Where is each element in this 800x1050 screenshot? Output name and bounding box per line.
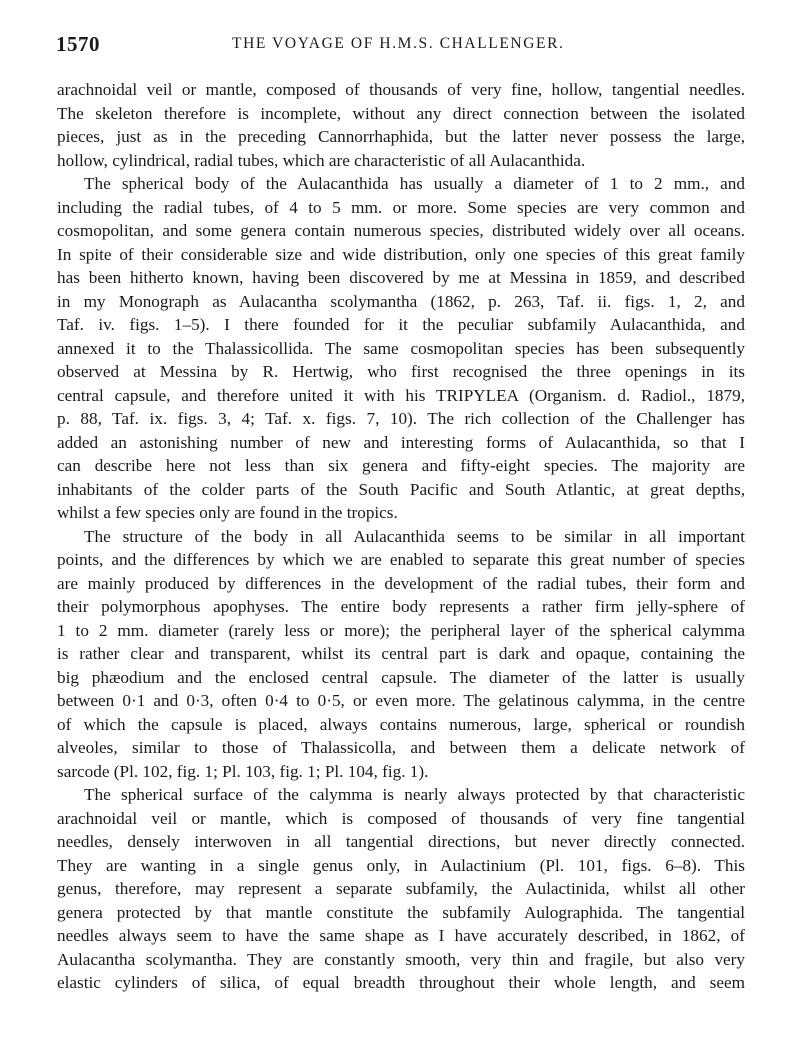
text-line: hollow, cylindrical, radial tubes, which are characteristic of all Aulacanthida. xyxy=(57,150,586,170)
text-line: genus, therefore, may represent a separate subfamily, the Aulactinida, whilst all other xyxy=(57,879,745,898)
text-line: needles, densely interwoven in all tangential directions, but never directly connected. xyxy=(57,832,745,851)
page-number: 1570 xyxy=(56,32,100,56)
text-line: p. 88, Taf. ix. figs. 3, 4; Taf. x. figs. 7, 10). The rich collection of the Challenger has xyxy=(57,409,745,428)
text-line: is rather clear and transparent, whilst its central part is dark and opaque, containing the xyxy=(57,644,745,663)
text-line: arachnoidal veil or mantle, which is composed of thousands of very fine tangential xyxy=(57,808,745,828)
text-line: in my Monograph as Aulacantha scolymantha (1862, p. 263, Taf. ii. figs. 1, 2, and xyxy=(57,291,745,311)
text-line: arachnoidal veil or mantle, composed of thousands of very fine, hollow, tangential needles. xyxy=(57,80,745,99)
text-line: The spherical surface of the calymma is nearly always protected by that characteristic xyxy=(84,785,745,804)
text-line: central capsule, and therefore united it with his TRIPYLEA (Organism. d. Radiol., 1879, xyxy=(57,385,745,405)
text-line: alveoles, similar to those of Thalassicolla, and between them a delicate network of xyxy=(57,738,745,757)
text-line: are mainly produced by differences in the development of the radial tubes, their form and xyxy=(57,573,745,593)
body-text xyxy=(57,78,745,995)
text-line: inhabitants of the colder parts of the South Pacific and South Atlantic, at great depths, xyxy=(57,479,745,499)
text-line: including the radial tubes, of 4 to 5 mm. or more. Some species are very common and xyxy=(57,197,745,217)
text-line: their polymorphous apophyses. The entire body represents a rather firm jelly-sphere of xyxy=(57,597,745,616)
page-header xyxy=(56,32,746,62)
text-line: has been hitherto known, having been discovered by me at Messina in 1859, and described xyxy=(57,268,745,287)
text-line: big phæodium and the enclosed central capsule. The diameter of the latter is usually xyxy=(57,667,745,687)
text-line: Taf. iv. figs. 1–5). I there founded for it the peculiar subfamily Aulacanthida, and xyxy=(57,315,745,334)
text-line: observed at Messina by R. Hertwig, who first recognised the three openings in its xyxy=(57,362,745,381)
text-line: added an astonishing number of new and interesting forms of Aulacanthida, so that I xyxy=(57,432,745,452)
text-line: annexed it to the Thalassicollida. The same cosmopolitan species has been subsequently xyxy=(57,338,745,358)
text-line: points, and the differences by which we are enabled to separate this great number of species xyxy=(57,550,745,569)
running-title: THE VOYAGE OF H.M.S. CHALLENGER. xyxy=(232,35,565,52)
text-line: genera protected by that mantle constitute the subfamily Aulographida. The tangential xyxy=(57,902,745,922)
text-line: cosmopolitan, and some genera contain numerous species, distributed widely over all oceans. xyxy=(57,221,745,240)
text-line: 1 to 2 mm. diameter (rarely less or more); the peripheral layer of the spherical calymma xyxy=(57,620,745,640)
text-line: sarcode (Pl. 102, fig. 1; Pl. 103, fig. 1; Pl. 104, fig. 1). xyxy=(57,761,429,781)
text-line: pieces, just as in the preceding Cannorrhaphida, but the latter never possess the large, xyxy=(57,127,745,146)
text-line: In spite of their considerable size and wide distribution, only one species of this great family xyxy=(57,244,745,264)
text-line: The skeleton therefore is incomplete, without any direct connection between the isolated xyxy=(57,103,745,123)
text-line: can describe here not less than six genera and fifty-eight species. The majority are xyxy=(57,456,745,475)
text-line: elastic cylinders of silica, of equal breadth throughout their whole length, and seem xyxy=(57,973,745,992)
text-line: needles always seem to have the same shape as I have accurately described, in 1862, of xyxy=(57,926,745,945)
text-line: whilst a few species only are found in the tropics. xyxy=(57,503,398,522)
text-line: They are wanting in a single genus only, in Aulactinium (Pl. 101, figs. 6–8). This xyxy=(57,855,745,875)
text-line: Aulacantha scolymantha. They are constantly smooth, very thin and fragile, but also very xyxy=(57,949,745,969)
text-line: of which the capsule is placed, always contains numerous, large, spherical or roundish xyxy=(57,714,745,734)
text-line: The spherical body of the Aulacanthida has usually a diameter of 1 to 2 mm., and xyxy=(84,174,745,193)
text-line: The structure of the body in all Aulacanthida seems to be similar in all important xyxy=(84,526,745,546)
text-line: between 0·1 and 0·3, often 0·4 to 0·5, or even more. The gelatinous calymma, in the centre xyxy=(57,691,745,710)
